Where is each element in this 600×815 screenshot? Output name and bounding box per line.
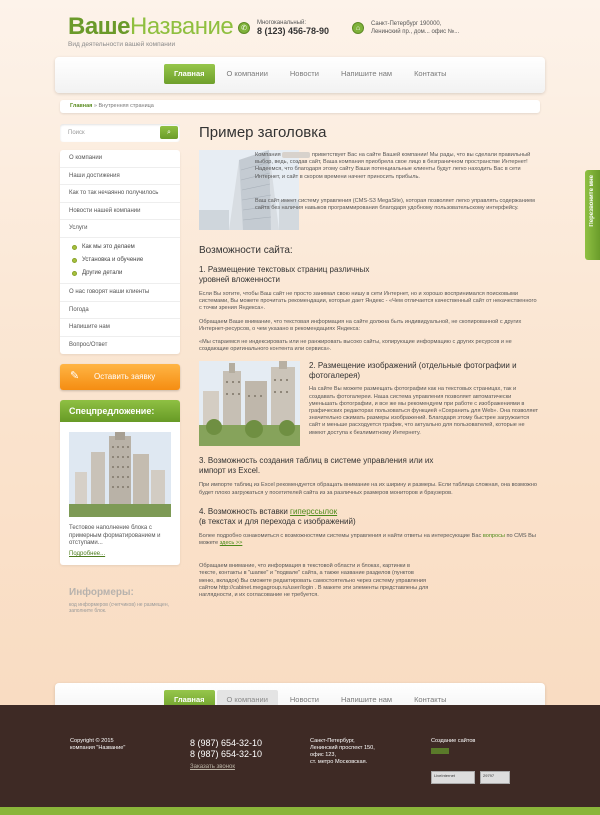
footer-nav-home[interactable]: Главная [164,690,215,710]
counter-2[interactable]: 29797 [480,771,510,784]
feature-1-text: Если Вы хотите, чтобы Ваш сайт не просто занимал свою нишу в сети Интернет, но и хорошо воспринимался поисковыми системами, Вы можете прочитать рекомендации, которые дает Яндекс - «Чем отличается качественный сайт от некачественного с точки зрения Яндекса». [199,291,537,312]
feature-4-title-b: (в текстах и для перехода с изображений) [199,516,356,526]
footer-addr-4: ст. метро Московская. [310,759,368,765]
footer-nav-contacts[interactable]: Контакты [414,695,447,704]
page-title: Пример заголовка [199,124,327,141]
header-phone [238,20,329,36]
special-offer-title: Спецпредложение: [60,400,180,422]
developer-title: Создание сайтов [431,738,476,744]
footer-nav-write[interactable]: Напишите нам [340,695,393,704]
breadcrumb-current: Внутренняя страница [98,103,154,109]
feature-4-text [199,533,539,547]
sidebar-subitem-label: Другие детали [82,269,123,276]
nav-item-contacts[interactable]: Контакты [414,69,447,78]
sidebar-item[interactable]: Новости нашей компании [60,203,180,221]
search-placeholder: Поиск [68,130,85,136]
developer-logo [431,748,449,754]
footer-copyright [70,738,125,752]
feature-4-text-b: по CMS Вы можете [199,532,536,547]
counter-liveinternet[interactable]: LiveInternet [431,771,475,784]
top-nav [55,57,545,93]
footer-address [310,738,375,766]
feature-1-title: 1. Размещение текстовых страниц различных уровней вложенности [199,265,370,284]
feature-1-text-2: Обращаем Ваше внимание, что текстовая информация на сайте должна быть индивидуальной, не скопированной с других Интернет-ресурсов, о чем указано в рекомендациях Яндекса: [199,318,522,332]
sidebar-item[interactable]: Погода [60,302,180,320]
feature-4-title-a: 4. Возможность вставки [199,506,288,516]
sidebar-item[interactable]: Услуги [60,220,180,238]
city-image [199,361,300,446]
logo-part2: Название [130,13,234,40]
nav-item-about[interactable]: О компании [226,69,268,78]
logo-part1: Ваше [68,13,131,40]
feature-1-quote: «Мы стараемся не индексировать или не ранжировать высоко сайты, копирующие информацию с других ресурсов и не создающие оригинального контента или сервиса». [199,339,512,353]
feature-4-text-a: Более подробно ознакомиться с возможностями системы управления и найти ответы на интересующие Вас [199,532,482,539]
phone-label: Многоканальный: [257,20,307,26]
hyperlink-example[interactable]: гиперссылок [290,506,338,516]
main-content [199,124,539,599]
sidebar-subitem[interactable] [60,241,180,254]
breadcrumb-separator: » [93,103,97,109]
features-title: Возможности сайта: [199,245,293,256]
final-note: Обращаем внимание, что информация в текстовой области и блоках, картинки в тексте, контакты в "шапке" и "подвале" сайта, а также название разделов (пунктов меню, вкладок) Вы сможете редактировать самостоятельно через систему управления сайтом http://cabinet.megagroup.ru/user/login . В макете эти элементы представлены для наглядности, и их согласование не требуется. [199,563,429,599]
sidebar-subitem[interactable] [60,267,180,280]
footer-nav-news[interactable]: Новости [289,695,319,704]
logo[interactable] [68,14,233,48]
location-icon: ⌂ [352,22,364,34]
sidebar-item[interactable]: Как то так нечаянно получилось [60,185,180,203]
callback-tab-label: Перезвоните мне [589,175,595,227]
footer-addr-1: Санкт-Петербург, [310,738,355,744]
callback-link[interactable]: Заказать звонок [190,764,235,770]
sidebar-subitem-label: Как мы это делаем [82,243,135,250]
sidebar-item[interactable]: Наши достижения [60,168,180,186]
bullet-icon [72,271,77,276]
bullet-icon [72,245,77,250]
copyright-line-1: Copyright © 2015 [70,738,114,744]
address-line-1: Санкт-Петербург 190000, [371,21,442,27]
order-button[interactable] [60,364,180,390]
sidebar-menu [60,150,180,354]
footer-bottom-bar [0,807,600,815]
address-line-2: Ленинский пр., дом... офис №... [371,29,460,35]
intro-paragraph [255,152,539,181]
phone-number: 8 (123) 456-78-90 [257,26,330,36]
sidebar-item[interactable]: Вопрос/Ответ [69,341,108,348]
intro-paragraph-2: Ваш сайт имеет систему управления (CMS-S3 MegaSite), которая позволяет легко управлять содержанием сайта без наличия навыков программирования благодаря удобному пользовательскому интерфейсу. [255,198,535,212]
sidebar-item[interactable]: О нас говорят наши клиенты [60,284,180,302]
callback-tab[interactable] [585,170,600,260]
redacted-company-name [282,152,310,158]
nav-item-home[interactable]: Главная [164,64,215,84]
sidebar [60,124,180,614]
feature-3-title: 3. Возможность создания таблиц в системе управления или их импорт из Excel. [199,456,434,476]
search-input[interactable] [60,124,180,142]
footer-nav-about[interactable]: О компании [217,690,278,710]
footer-addr-2: Ленинский проспект 150, [310,745,375,751]
feature-2-title: 2. Размещение изображений (отдельные фотографии и фотогалерея) [309,361,517,381]
footer-developer[interactable] [431,738,475,754]
sidebar-submenu [60,238,180,284]
search-button[interactable] [160,126,178,139]
footer-phone-2: 8 (987) 654-32-10 [190,749,263,759]
breadcrumb-home[interactable]: Главная [70,103,93,109]
search-icon: ⌕ [167,129,171,136]
pencil-icon: ✎ [70,370,80,383]
footer-phones [190,738,262,773]
copyright-line-2: компания "Название" [70,745,126,751]
header-address [352,20,459,36]
sidebar-subitem-label: Установка и обучение [82,256,144,263]
intro-text: приветствует Вас на сайте Вашей компании! Мы рады, что вы сделали правильный выбор, ведь, создав сайт, Ваша компания приобрела свое лицо в безграничном пространстве Интернет! Надеемся, что благодаря этому сайту Ваши потенциальные клиенты будут легко находить Вас в сети Интернет, и сайт в скором времени начнет приносить прибыль. [255,152,531,180]
sidebar-item[interactable]: О компании [60,150,180,168]
feature-3-text: При импорте таблиц из Excel рекомендуется обращать внимание на их ширину и размеры. Если таблица сложная, она возможно будет плохо загружаться у посетителей сайта из за различных размеров мониторов и браузеров. [199,482,537,496]
questions-link[interactable]: вопросы [482,532,505,539]
nav-item-write[interactable]: Напишите нам [340,69,393,78]
nav-item-news[interactable]: Новости [289,69,319,78]
footer [0,705,600,815]
informers-text: код информеров (счетчиков) не размещен, заполните блок. [69,601,169,614]
intro-company: Компания [255,152,281,158]
phone-icon: ✆ [238,22,250,34]
bullet-icon [72,258,77,263]
order-button-label: Оставить заявку [94,372,156,382]
informers [60,587,180,614]
footer-phone-1: 8 (987) 654-32-10 [190,738,263,748]
feature-4-title [199,507,449,527]
breadcrumb [60,100,540,113]
special-offer-image [69,432,171,517]
here-link[interactable]: здесь >> [219,540,243,547]
special-offer-more-link[interactable]: Подробнее... [69,550,106,557]
feature-2-text: На сайте Вы можете размещать фотографии как на текстовых страницах, так и создавать фотогалереи. Наша система управления позволяет автоматически уменьшать фотографии, и все же мы рекомендуем при работе с изображениями в графических редакторах пользоваться функцией «Сохранить для Web». Она позволяет значительно сжимать размеры изображений. Благодаря этому быстрее загружается сайт и меньше расходуется трафик, что актуально для пользователей, которые не имеют доступа к безлимитному Интернету. [309,386,539,436]
informers-title: Информеры: [69,586,134,598]
sidebar-item[interactable]: Напишите нам [60,319,180,337]
sidebar-subitem[interactable] [60,254,180,267]
tagline: Вид деятельности вашей компании [68,41,176,48]
special-offer [60,400,180,565]
footer-addr-3: офис 123, [310,752,337,758]
special-offer-text: Тестовое наполнение блока с примерным форматированием и отступами... [69,525,161,547]
